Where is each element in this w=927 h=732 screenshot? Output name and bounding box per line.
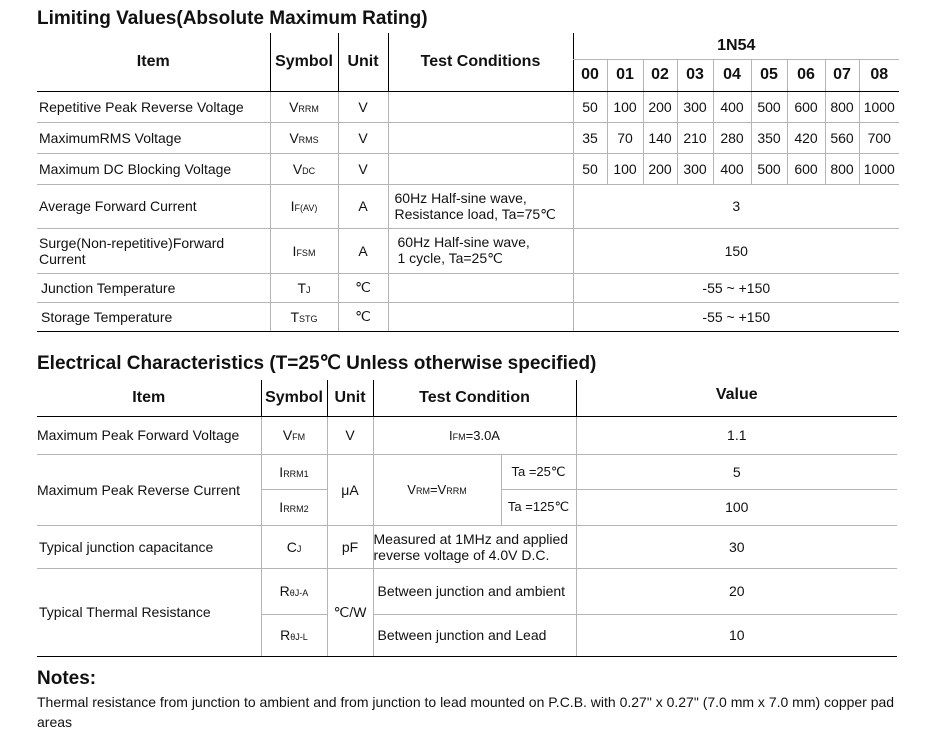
header-symbol: Symbol [270,33,338,91]
table-row [37,153,899,184]
value-cell: 600 [787,91,825,122]
symbol-cell: IRRM2 [261,489,327,525]
symbol-cell: RθJ-A [261,568,327,614]
value-cell: 35 [573,122,607,153]
item-label: Maximum DC Blocking Voltage [37,153,270,184]
value-cell: 200 [643,153,677,184]
symbol-cell: VFM [261,416,327,454]
test-line: Resistance load, Ta=75℃ [394,205,556,222]
table-row [37,273,899,302]
symbol-cell: IFSM [270,228,338,273]
unit-cell: μA [327,454,373,525]
value-cell: 800 [825,91,859,122]
test-cell [388,228,573,273]
value-cell: 10 [576,614,897,656]
unit-cell: A [338,228,388,273]
table-row [37,122,899,153]
symbol-cell: VDC [270,153,338,184]
item-label: Maximum Peak Forward Voltage [37,416,261,454]
code-cell: 04 [713,59,751,91]
test-line: reverse voltage of 4.0V D.C. [373,546,550,563]
value-cell: 100 [607,153,643,184]
code-cell: 00 [573,59,607,91]
value-cell: 300 [677,153,713,184]
table-row [37,454,897,489]
symbol-cell: CJ [261,525,327,568]
notes-title: Notes: [37,668,97,689]
value-cell: -55 ~ +150 [573,302,899,331]
header-test-conditions: Test Conditions [388,33,573,91]
unit-cell: ℃/W [327,568,373,656]
unit-cell: pF [327,525,373,568]
header-item: Item [37,380,261,416]
value-cell: 30 [576,525,897,568]
temperature-condition: Ta =125℃ [501,489,576,525]
test-line: 1 cycle, Ta=25℃ [397,250,503,266]
value-cell: 100 [607,91,643,122]
unit-cell: V [338,91,388,122]
test-cell [388,184,573,228]
value-cell: 20 [576,568,897,614]
limiting-values-title: Limiting Values(Absolute Maximum Rating) [37,8,428,29]
test-cell [388,122,573,153]
test-cell [388,302,573,331]
item-label: Storage Temperature [37,302,270,331]
value-cell: 200 [643,91,677,122]
test-cell: Between junction and Lead [373,614,576,656]
value-cell: 1000 [859,153,899,184]
value-cell: 1000 [859,91,899,122]
value-cell: 500 [751,91,787,122]
test-cell [388,273,573,302]
value-cell: 5 [576,454,897,489]
item-label: MaximumRMS Voltage [37,122,270,153]
code-cell: 07 [825,59,859,91]
value-cell: 1.1 [576,416,897,454]
item-label: Repetitive Peak Reverse Voltage [37,91,270,122]
value-cell: 300 [677,91,713,122]
header-symbol: Symbol [261,380,327,416]
table-row [37,302,899,331]
code-cell: 01 [607,59,643,91]
value-cell: 210 [677,122,713,153]
table-row [37,91,899,122]
table-row [37,228,899,273]
value-cell: 350 [751,122,787,153]
header-item: Item [37,33,270,91]
unit-cell: V [338,153,388,184]
header-unit: Unit [338,33,388,91]
test-line: 60Hz Half-sine wave, [394,189,527,206]
item-label [37,228,270,273]
unit-cell: V [327,416,373,454]
code-cell: 03 [677,59,713,91]
value-cell: 700 [859,122,899,153]
value-cell: 100 [576,489,897,525]
value-cell: 800 [825,153,859,184]
header-series: 1N54 [573,33,899,59]
value-cell: 50 [573,153,607,184]
value-cell: 600 [787,153,825,184]
symbol-cell: IRRM1 [261,454,327,489]
item-label: Maximum Peak Reverse Current [37,454,261,525]
item-label: Junction Temperature [37,273,270,302]
symbol-cell: VRMS [270,122,338,153]
test-cell [388,91,573,122]
symbol-cell: TJ [270,273,338,302]
header-value: Value [576,380,897,416]
item-label: Typical Thermal Resistance [37,568,261,656]
electrical-characteristics-table [37,380,897,657]
unit-cell: ℃ [338,273,388,302]
symbol-cell: VRRM [270,91,338,122]
value-cell: -55 ~ +150 [573,273,899,302]
notes-text: Thermal resistance from junction to ambient and from junction to lead mounted on P.C.B. with 0.27" x 0.27" (7.0 mm x 7.0 mm) copper pad areas [37,694,895,730]
value-cell: 560 [825,122,859,153]
value-cell: 500 [751,153,787,184]
symbol-cell: RθJ-L [261,614,327,656]
temperature-condition: Ta =25℃ [501,454,576,489]
table-row [37,568,897,614]
test-cell [388,153,573,184]
symbol-cell: TSTG [270,302,338,331]
unit-cell: V [338,122,388,153]
code-cell: 06 [787,59,825,91]
unit-cell: A [338,184,388,228]
value-cell: 280 [713,122,751,153]
electrical-characteristics-title: Electrical Characteristics (T=25℃ Unless otherwise specified) [37,353,597,374]
test-line: Measured at 1MHz and applied [373,530,569,547]
test-cell [373,525,576,568]
value-cell: 50 [573,91,607,122]
code-cell: 08 [859,59,899,91]
value-cell: 400 [713,91,751,122]
test-cell: Between junction and ambient [373,568,576,614]
value-cell: 420 [787,122,825,153]
code-cell: 05 [751,59,787,91]
header-unit: Unit [327,380,373,416]
value-cell: 400 [713,153,751,184]
item-label: Typical junction capacitance [37,525,261,568]
test-cell: VRM=VRRM [373,454,501,525]
value-cell: 3 [573,184,899,228]
table-row [37,416,897,454]
table-row [37,184,899,228]
item-line: Surge(Non-repetitive)Forward [39,234,225,251]
symbol-cell: IF(AV) [270,184,338,228]
value-cell: 70 [607,122,643,153]
value-cell: 140 [643,122,677,153]
header-test-condition: Test Condition [373,380,576,416]
limiting-values-table [37,33,899,332]
item-label: Average Forward Current [37,184,270,228]
table-row [37,525,897,568]
test-line: 60Hz Half-sine wave, [397,234,530,250]
unit-cell: ℃ [338,302,388,331]
value-cell: 150 [573,228,899,273]
code-cell: 02 [643,59,677,91]
test-cell: IFM=3.0A [373,416,576,454]
item-line: Current [39,250,86,267]
